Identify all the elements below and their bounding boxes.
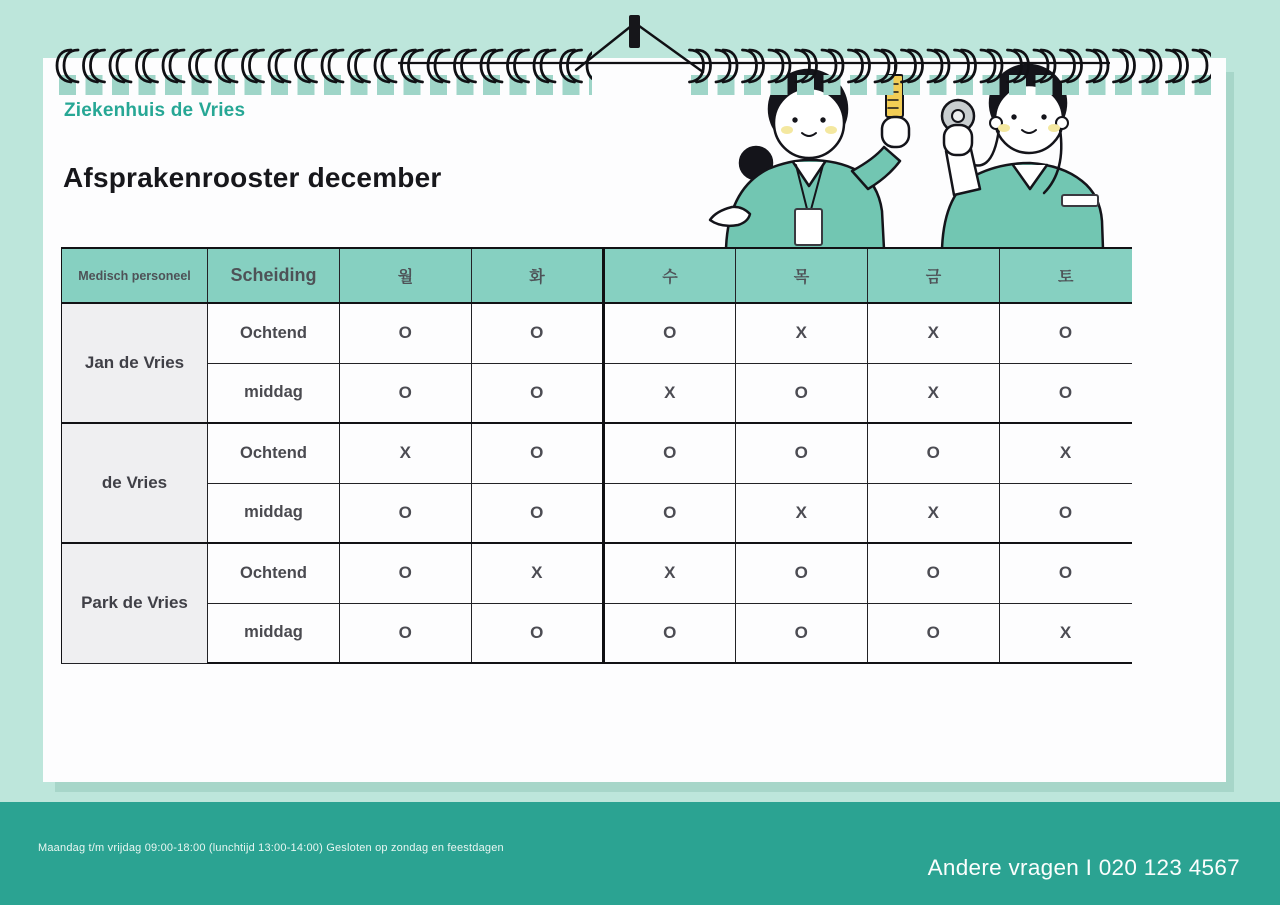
personnel-name-cell: de Vries	[62, 423, 208, 543]
availability-cell: O	[736, 423, 868, 483]
shift-label-cell: Ochtend	[208, 423, 340, 483]
availability-cell: X	[1000, 603, 1132, 663]
personnel-name-cell: Park de Vries	[62, 543, 208, 663]
opening-hours-text: Maandag t/m vrijdag 09:00-18:00 (lunchtijd 13:00-14:00) Gesloten op zondag en feestdagen	[38, 842, 504, 854]
column-header-shift: Scheiding	[208, 248, 340, 303]
availability-cell: O	[604, 423, 736, 483]
availability-cell: O	[472, 303, 604, 363]
availability-cell: O	[736, 543, 868, 603]
column-header-day: 월	[340, 248, 472, 303]
column-header-day: 토	[1000, 248, 1132, 303]
availability-cell: X	[736, 483, 868, 543]
availability-cell: O	[340, 543, 472, 603]
availability-cell: X	[736, 303, 868, 363]
table-row	[62, 543, 1132, 603]
table-row	[62, 483, 1132, 543]
availability-cell: X	[472, 543, 604, 603]
availability-cell: X	[868, 303, 1000, 363]
availability-cell: X	[604, 363, 736, 423]
availability-cell: X	[868, 483, 1000, 543]
availability-cell: O	[604, 303, 736, 363]
schedule-head	[62, 248, 1132, 303]
table-row	[62, 603, 1132, 663]
availability-cell: O	[472, 603, 604, 663]
column-header-day: 금	[868, 248, 1000, 303]
column-header-day: 목	[736, 248, 868, 303]
availability-cell: O	[1000, 483, 1132, 543]
column-header-day: 화	[472, 248, 604, 303]
availability-cell: O	[604, 483, 736, 543]
availability-cell: O	[1000, 543, 1132, 603]
availability-cell: O	[868, 543, 1000, 603]
availability-cell: X	[340, 423, 472, 483]
table-row	[62, 363, 1132, 423]
availability-cell: O	[340, 603, 472, 663]
table-row	[62, 303, 1132, 363]
column-header-day: 수	[604, 248, 736, 303]
shift-label-cell: middag	[208, 483, 340, 543]
footer-band	[0, 802, 1280, 905]
personnel-name-cell: Jan de Vries	[62, 303, 208, 423]
availability-cell: X	[604, 543, 736, 603]
availability-cell: O	[340, 303, 472, 363]
schedule-body	[62, 303, 1132, 663]
availability-cell: O	[340, 483, 472, 543]
availability-cell: O	[736, 603, 868, 663]
header-row	[62, 248, 1132, 303]
spiral-binding	[0, 0, 1280, 115]
availability-cell: O	[472, 423, 604, 483]
availability-cell: O	[1000, 303, 1132, 363]
availability-cell: O	[604, 603, 736, 663]
page-title: Afsprakenrooster december	[63, 162, 442, 193]
availability-cell: O	[472, 483, 604, 543]
contact-text: Andere vragen I 020 123 4567	[927, 855, 1240, 880]
shift-label-cell: middag	[208, 363, 340, 423]
availability-cell: O	[868, 423, 1000, 483]
availability-cell: X	[1000, 423, 1132, 483]
availability-cell: O	[868, 603, 1000, 663]
shift-label-cell: middag	[208, 603, 340, 663]
availability-cell: O	[1000, 363, 1132, 423]
availability-cell: O	[736, 363, 868, 423]
shift-label-cell: Ochtend	[208, 303, 340, 363]
column-header-personnel: Medisch personeel	[62, 248, 208, 303]
availability-cell: X	[868, 363, 1000, 423]
availability-cell: O	[472, 363, 604, 423]
nail-icon	[629, 15, 640, 48]
table-row	[62, 423, 1132, 483]
clinic-name: Ziekenhuis de Vries	[64, 100, 246, 121]
availability-cell: O	[340, 363, 472, 423]
shift-label-cell: Ochtend	[208, 543, 340, 603]
schedule-table	[61, 247, 1132, 664]
